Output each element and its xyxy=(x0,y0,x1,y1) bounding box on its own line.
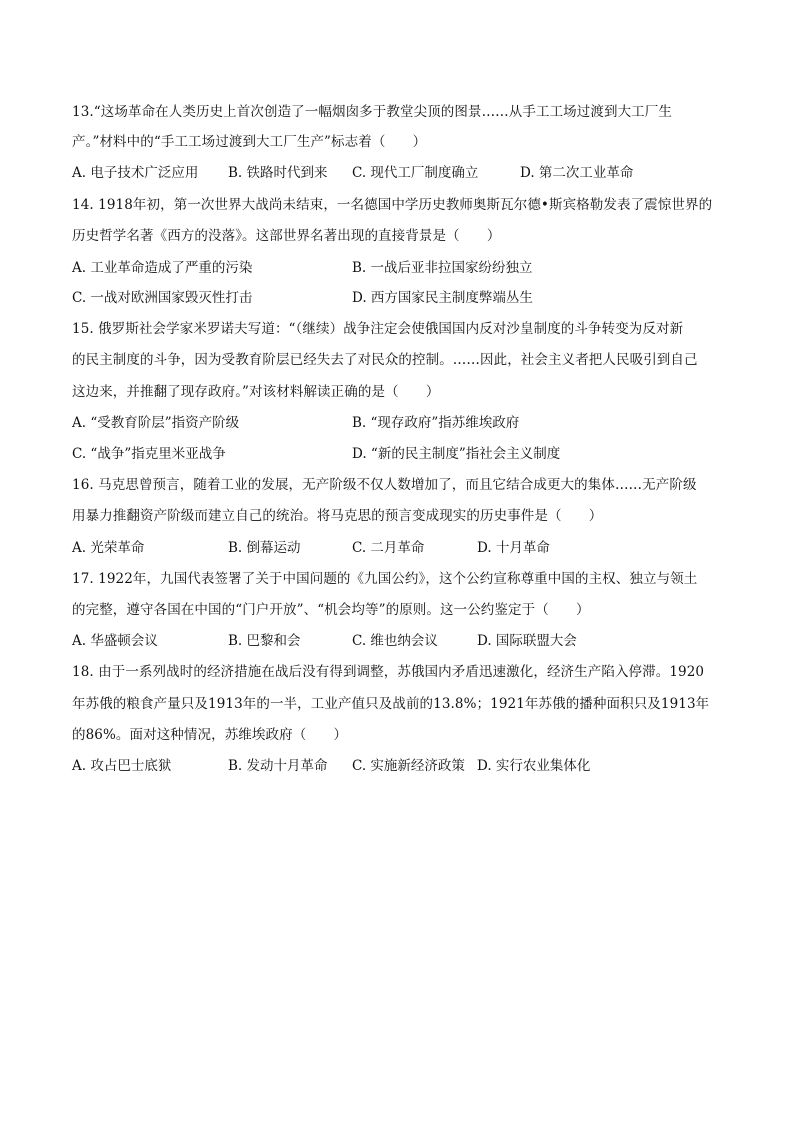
question-13-option-b: B. 铁路时代到来 xyxy=(228,165,328,181)
question-14-line-1: 14. 1918年初，第一次世界大战尚未结束，一名德国中学历史教师奥斯瓦尔德•斯宾格勒发表了震惊世界的 xyxy=(72,197,713,213)
question-18-option-a: A. 攻占巴士底狱 xyxy=(72,758,172,774)
question-17-line-1: 17. 1922年，九国代表签署了关于中国问题的《九国公约》，这个公约宣称尊重中国的主权、独立与领土 xyxy=(72,571,698,587)
question-14-option-c: C. 一战对欧洲国家毁灭性打击 xyxy=(72,290,253,306)
question-13-line-2: 产。”材料中的“手工工场过渡到大工厂生产”标志着（ ） xyxy=(72,134,427,150)
question-16-option-d: D. 十月革命 xyxy=(477,540,550,556)
question-16-line-2: 用暴力推翻资产阶级而建立自己的统治。将马克思的预言变成现实的历史事件是（ ） xyxy=(72,508,603,524)
question-15-option-c: C. “战争”指克里米亚战争 xyxy=(72,446,226,462)
question-16-line-1: 16. 马克思曾预言，随着工业的发展，无产阶级不仅人数增加了，而且它结合成更大的集体……无产阶级 xyxy=(72,477,697,493)
question-18-line-1: 18. 由于一系列战时的经济措施在战后没有得到调整，苏俄国内矛盾迅速激化，经济生产陷入停滞。1920 xyxy=(72,664,705,680)
question-14-option-a: A. 工业革命造成了严重的污染 xyxy=(72,260,253,276)
question-18-option-d: D. 实行农业集体化 xyxy=(477,758,591,774)
question-16-option-b: B. 倒幕运动 xyxy=(228,540,301,556)
question-18-option-c: C. 实施新经济政策 xyxy=(352,758,465,774)
question-15-option-b: B. “现存政府”指苏维埃政府 xyxy=(352,415,520,431)
question-15-line-2: 的民主制度的斗争，因为受教育阶层已经失去了对民众的控制。……因此，社会主义者把人民吸引到自己 xyxy=(72,352,698,368)
question-15-line-3: 这边来，并推翻了现存政府。”对该材料解读正确的是（ ） xyxy=(72,384,440,400)
question-18-line-2: 年苏俄的粮食产量只及1913年的一半，工业产值只及战前的13.8%；1921年苏俄的播种面积只及1913年 xyxy=(72,696,710,712)
question-15-line-1: 15. 俄罗斯社会学家米罗诺夫写道：“（继续）战争注定会使俄国国内反对沙皇制度的斗争转变为反对新 xyxy=(72,321,684,337)
question-18-line-3: 的86%。面对这种情况，苏维埃政府（ ） xyxy=(72,727,348,743)
question-14-option-b: B. 一战后亚非拉国家纷纷独立 xyxy=(352,260,533,276)
question-14-option-d: D. 西方国家民主制度弊端丛生 xyxy=(352,290,533,306)
question-15-option-d: D. “新的民主制度”指社会主义制度 xyxy=(352,446,561,462)
question-14-line-2: 历史哲学名著《西方的没落》。这部世界名著出现的直接背景是（ ） xyxy=(72,228,501,244)
question-15-option-a: A. “受教育阶层”指资产阶级 xyxy=(72,415,240,431)
question-16-option-a: A. 光荣革命 xyxy=(72,540,145,556)
question-17-option-b: B. 巴黎和会 xyxy=(228,633,301,649)
question-17-option-d: D. 国际联盟大会 xyxy=(477,633,577,649)
question-13-option-c: C. 现代工厂制度确立 xyxy=(352,165,479,181)
question-18-option-b: B. 发动十月革命 xyxy=(228,758,328,774)
question-13-option-d: D. 第二次工业革命 xyxy=(520,165,634,181)
question-17-option-c: C. 维也纳会议 xyxy=(352,633,438,649)
question-13-line-1: 13.“这场革命在人类历史上首次创造了一幅烟囱多于教堂尖顶的图景……从手工工场过渡到大工厂生 xyxy=(72,104,672,120)
question-16-option-c: C. 二月革命 xyxy=(352,540,425,556)
question-17-option-a: A. 华盛顿会议 xyxy=(72,633,158,649)
question-17-line-2: 的完整，遵守各国在中国的“门户开放”、“机会均等”的原则。这一公约鉴定于（ ） xyxy=(72,602,590,618)
question-13-option-a: A. 电子技术广泛应用 xyxy=(72,165,199,181)
